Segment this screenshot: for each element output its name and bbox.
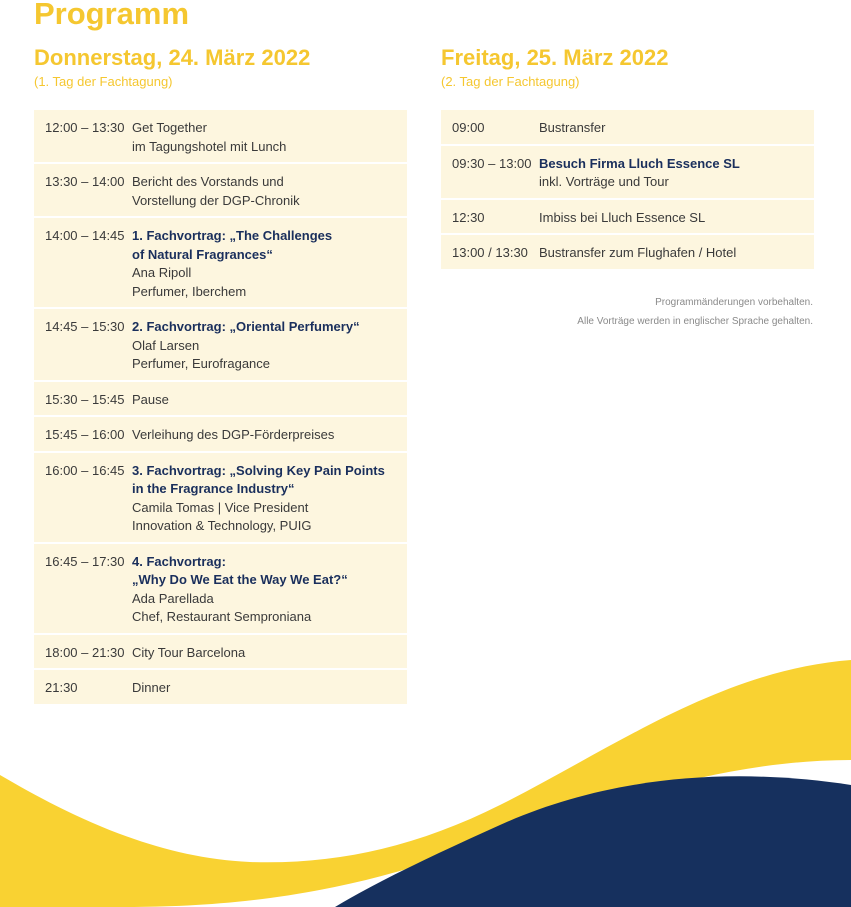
schedule-description bbox=[132, 426, 407, 445]
schedule-time: 13:30 – 14:00 bbox=[45, 174, 125, 189]
schedule-text: Bustransfer bbox=[539, 120, 606, 135]
talk-title: „Why Do We Eat the Way We Eat?“ bbox=[132, 572, 348, 587]
day1-subtitle: (1. Tag der Fachtagung) bbox=[34, 74, 173, 89]
talk-title: Besuch Firma Lluch Essence SL bbox=[539, 155, 740, 171]
schedule-description bbox=[539, 119, 814, 138]
schedule-time: 16:00 – 16:45 bbox=[45, 462, 125, 478]
schedule-text: Camila Tomas | Vice President bbox=[132, 499, 309, 515]
schedule-time: 15:30 – 15:45 bbox=[45, 391, 125, 407]
schedule-text: City Tour Barcelona bbox=[132, 644, 246, 660]
schedule-time: 15:45 – 16:00 bbox=[45, 427, 125, 442]
schedule-time: 18:00 – 21:30 bbox=[45, 644, 125, 660]
schedule-description bbox=[539, 209, 814, 228]
talk-title: 4. Fachvortrag: bbox=[132, 553, 226, 569]
schedule-row bbox=[34, 309, 407, 382]
day1-title: Donnerstag, 24. März 2022 bbox=[34, 45, 311, 70]
schedule-description bbox=[539, 244, 814, 263]
day1-schedule-table bbox=[34, 110, 407, 704]
schedule-text: Innovation & Technology, PUIG bbox=[132, 518, 312, 533]
schedule-row bbox=[34, 544, 407, 635]
schedule-text: Pause bbox=[132, 391, 169, 407]
talk-title: 3. Fachvortrag: „Solving Key Pain Points bbox=[132, 462, 385, 478]
schedule-time: 12:00 – 13:30 bbox=[45, 120, 125, 135]
schedule-row bbox=[34, 417, 407, 453]
schedule-row bbox=[34, 110, 407, 164]
schedule-text: Olaf Larsen bbox=[132, 337, 200, 353]
note-language: Alle Vorträge werden in englischer Sprache gehalten. bbox=[577, 316, 813, 327]
schedule-text: inkl. Vorträge und Tour bbox=[539, 174, 669, 189]
day2-column bbox=[441, 44, 814, 269]
schedule-time: 14:00 – 14:45 bbox=[45, 228, 125, 243]
schedule-text: Ada Parellada bbox=[132, 590, 214, 606]
schedule-text: Get Together bbox=[132, 120, 207, 135]
schedule-description bbox=[132, 318, 407, 374]
schedule-time: 09:30 – 13:00 bbox=[452, 155, 532, 171]
schedule-row bbox=[441, 146, 814, 200]
schedule-description bbox=[132, 119, 407, 156]
schedule-row bbox=[34, 164, 407, 218]
talk-title: 1. Fachvortrag: „The Challenges bbox=[132, 228, 333, 243]
schedule-text: im Tagungshotel mit Lunch bbox=[132, 138, 287, 154]
schedule-text: Imbiss bei Lluch Essence SL bbox=[539, 209, 706, 225]
note-changes: Programmänderungen vorbehalten. bbox=[655, 297, 813, 308]
schedule-text: Bustransfer zum Flughafen / Hotel bbox=[539, 245, 737, 260]
page-title: Programm bbox=[34, 0, 190, 31]
schedule-text: Chef, Restaurant Semproniana bbox=[132, 609, 312, 624]
schedule-time: 16:45 – 17:30 bbox=[45, 553, 125, 569]
schedule-row bbox=[34, 382, 407, 418]
schedule-text: Dinner bbox=[132, 680, 171, 695]
schedule-description bbox=[539, 155, 814, 192]
schedule-row bbox=[441, 200, 814, 236]
program-notes bbox=[577, 293, 813, 331]
schedule-text: Bericht des Vorstands und bbox=[132, 174, 284, 189]
schedule-row bbox=[441, 235, 814, 269]
schedule-row bbox=[441, 110, 814, 146]
schedule-time: 09:00 bbox=[452, 120, 485, 135]
schedule-description bbox=[132, 227, 407, 301]
talk-title: 2. Fachvortrag: „Oriental Perfumery“ bbox=[132, 319, 360, 334]
day2-subtitle: (2. Tag der Fachtagung) bbox=[441, 74, 580, 89]
schedule-time: 13:00 / 13:30 bbox=[452, 245, 528, 260]
schedule-time: 14:45 – 15:30 bbox=[45, 319, 125, 334]
schedule-time: 21:30 bbox=[45, 680, 78, 695]
schedule-row bbox=[34, 453, 407, 544]
day2-schedule-table bbox=[441, 110, 814, 269]
schedule-text: Perfumer, Eurofragance bbox=[132, 356, 271, 371]
schedule-text: Verleihung des DGP-Förderpreises bbox=[132, 427, 335, 442]
schedule-description bbox=[132, 391, 407, 410]
schedule-text: Ana Ripoll bbox=[132, 265, 192, 280]
decorative-wave bbox=[0, 640, 851, 907]
talk-title: of Natural Fragrances“ bbox=[132, 246, 273, 262]
schedule-time: 12:30 bbox=[452, 209, 485, 225]
day1-column bbox=[34, 44, 407, 704]
schedule-text: Perfumer, Iberchem bbox=[132, 283, 247, 299]
talk-title: in the Fragrance Industry“ bbox=[132, 481, 295, 496]
schedule-text: Vorstellung der DGP-Chronik bbox=[132, 192, 300, 208]
schedule-description bbox=[132, 462, 407, 536]
schedule-description bbox=[132, 553, 407, 627]
schedule-description bbox=[132, 173, 407, 210]
day2-title: Freitag, 25. März 2022 bbox=[441, 45, 669, 70]
schedule-row bbox=[34, 218, 407, 309]
